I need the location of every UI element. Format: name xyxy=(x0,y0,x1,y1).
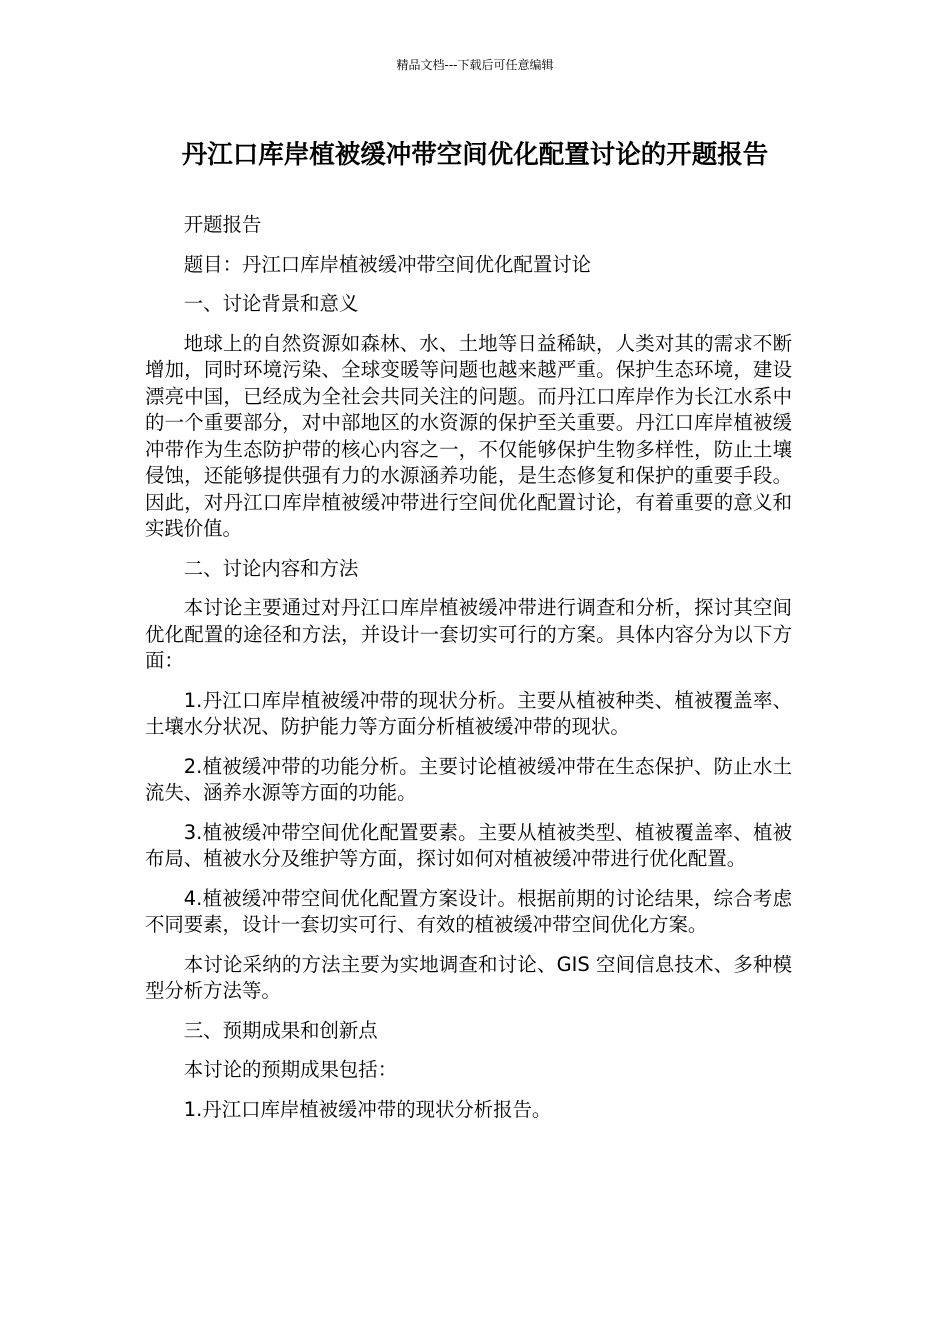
paragraph-item-2: 2.植被缓冲带的功能分析。主要讨论植被缓冲带在生态保护、防止水土流失、涵养水源等方面的功能。 xyxy=(145,754,792,804)
paragraph-report-label: 开题报告 xyxy=(183,213,262,236)
paragraph-outcomes-intro: 本讨论的预期成果包括： xyxy=(183,1058,398,1081)
section-heading-background: 一、讨论背景和意义 xyxy=(183,292,359,315)
paragraph-outcome-1: 1.丹江口库岸植被缓冲带的现状分析报告。 xyxy=(183,1097,552,1121)
paragraph-background: 地球上的自然资源如森林、水、土地等日益稀缺，人类对其的需求不断增加，同时环境污染、全球变暖等问题也越来越严重。保护生态环境，建设漂亮中国，已经成为全社会共同关注的问题。而丹江口库岸作为长江水系中的一个重要部分，对中部地区的水资源的保护至关重要。丹江口库岸植被缓冲带作为生态防护带的核心内容之一，不仅能够保护生物多样性，防止土壤侵蚀，还能够提供强有力的水源涵养功能，是生态修复和保护的重要手段。因此，对丹江口库岸植被缓冲带进行空间优化配置讨论，有着重要的意义和实践价值。 xyxy=(145,331,792,540)
section-heading-content-methods: 二、讨论内容和方法 xyxy=(183,556,359,580)
header-note: 精品文档---下载后可任意编辑 xyxy=(396,58,554,72)
document-title: 丹江口库岸植被缓冲带空间优化配置讨论的开题报告 xyxy=(181,140,769,170)
paragraph-topic: 题目：丹江口库岸植被缓冲带空间优化配置讨论 xyxy=(183,252,591,276)
paragraph-content-intro: 本讨论主要通过对丹江口库岸植被缓冲带进行调查和分析，探讨其空间优化配置的途径和方法，并设计一套切实可行的方案。具体内容分为以下方面： xyxy=(145,596,792,672)
section-heading-outcomes: 三、预期成果和创新点 xyxy=(183,1018,378,1042)
paragraph-item-4: 4.植被缓冲带空间优化配置方案设计。根据前期的讨论结果，综合考虑不同要素，设计一套切实可行、有效的植被缓冲带空间优化方案。 xyxy=(145,886,792,936)
paragraph-item-1: 1.丹江口库岸植被缓冲带的现状分析。主要从植被种类、植被覆盖率、土壤水分状况、防护能力等方面分析植被缓冲带的现状。 xyxy=(145,688,792,738)
paragraph-methods: 本讨论采纳的方法主要为实地调查和讨论、GIS 空间信息技术、多种模型分析方法等。 xyxy=(145,952,792,1002)
document-body xyxy=(145,212,792,1136)
paragraph-item-3: 3.植被缓冲带空间优化配置要素。主要从植被类型、植被覆盖率、植被布局、植被水分及维护等方面，探讨如何对植被缓冲带进行优化配置。 xyxy=(145,820,792,870)
